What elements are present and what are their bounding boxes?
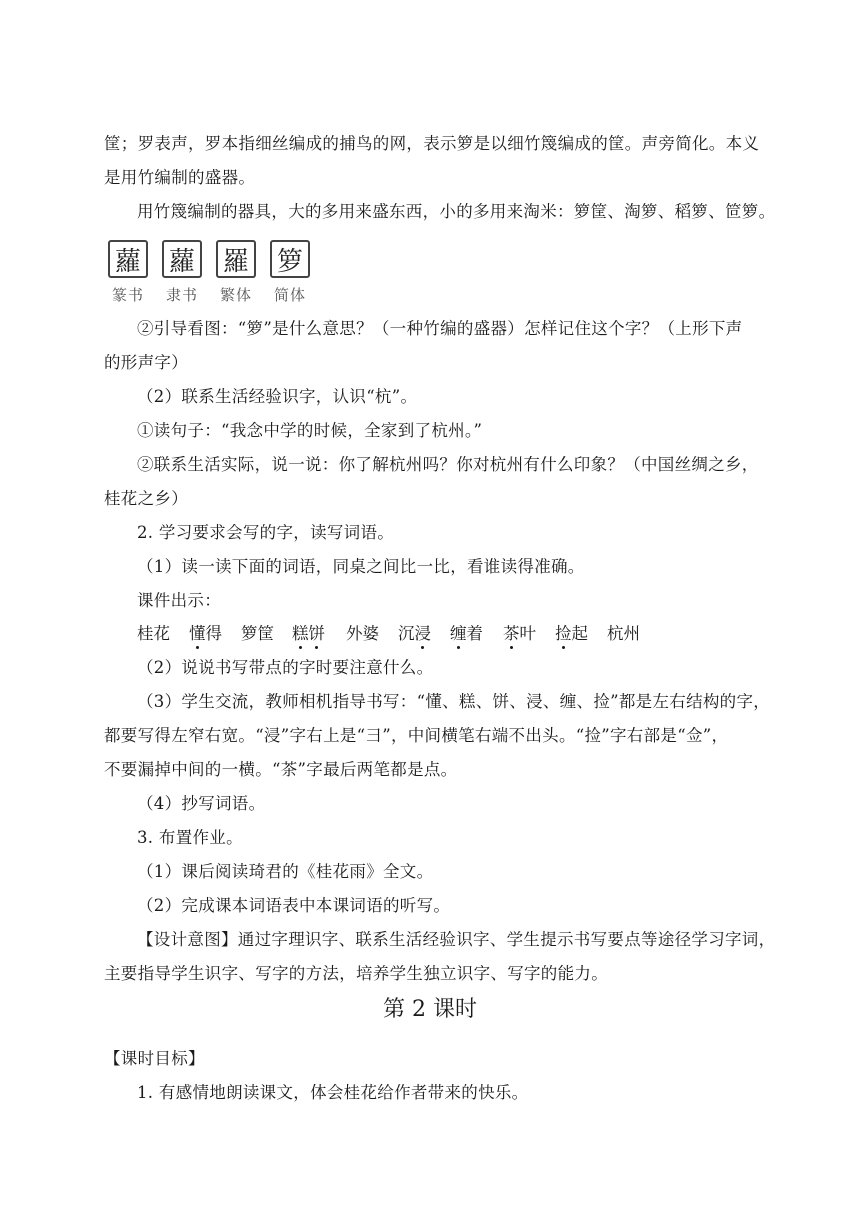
paragraph-line: 桂花之乡）	[104, 489, 188, 508]
dotted-char: 缠	[450, 617, 467, 651]
vocab-word: 缠着	[450, 617, 483, 651]
paragraph-line: ②联系生活实际，说一说：你了解杭州吗？你对杭州有什么印象？（中国丝绸之乡，	[137, 455, 759, 474]
paragraph-line: 主要指导学生识字、写字的方法，培养学生独立识字、写字的能力。	[104, 964, 608, 983]
paragraph-line: 用竹篾编制的器具，大的多用来盛东西，小的多用来淘米：箩筐、淘箩、稻箩、笸箩。	[137, 202, 776, 221]
vocab-word: 桂花	[137, 624, 170, 643]
paragraph-line: （2）说说书写带点的字时要注意什么。	[137, 658, 434, 677]
glyph-caption: 篆书	[111, 286, 144, 304]
simplified-glyph: 箩	[270, 240, 310, 278]
character-evolution-figure	[108, 240, 328, 310]
vocab-word: 沉浸	[398, 617, 431, 651]
paragraph-line: （2）完成课本词语表中本课词语的听写。	[137, 896, 451, 915]
paragraph-line: 不要漏掉中间的一横。“茶”字最后两笔都是点。	[104, 760, 458, 779]
vocab-word: 茶叶	[503, 617, 536, 651]
dotted-char: 浸	[415, 617, 432, 651]
paragraph-line: （3）学生交流，教师相机指导书写：“懂、糕、饼、浸、缠、捡”都是左右结构的字，	[137, 692, 771, 711]
paragraph-line: 筐；罗表声，罗本指细丝编成的捕鸟的网，表示箩是以细竹篾编成的筐。声旁简化。本义	[104, 134, 760, 153]
traditional-glyph: 羅	[216, 240, 256, 278]
dotted-char: 捡	[555, 617, 572, 651]
paragraph-line: 课件出示：	[137, 591, 221, 610]
paragraph-line: 是用竹编制的盛器。	[104, 168, 256, 187]
vocabulary-list	[137, 617, 777, 651]
paragraph-line: ②引导看图：“箩”是什么意思？（一种竹编的盛器）怎样记住这个字？（上形下声	[137, 319, 743, 338]
paragraph-line: 都要写得左窄右宽。“浸”字右上是“彐”，中间横笔右端不出头。“捡”字右部是“佥”，	[104, 726, 729, 745]
vocab-word: 外婆	[346, 624, 379, 643]
paragraph-line: 的形声字）	[104, 353, 188, 372]
paragraph-line: 【设计意图】通过字理识字、联系生活经验识字、学生提示书写要点等途径学习字词，	[137, 930, 776, 949]
dotted-char: 茶	[503, 617, 520, 651]
section-heading: 第 2 课时	[383, 997, 477, 1022]
section-subtitle: 【课时目标】	[104, 1049, 205, 1068]
paragraph-line: （1）读一读下面的词语，同桌之间比一比，看谁读得准确。	[137, 557, 585, 576]
glyph-caption: 繁体	[219, 286, 252, 304]
glyph-caption: 隶书	[165, 286, 198, 304]
paragraph-line: （2）联系生活经验识字，认识“杭”。	[137, 387, 418, 406]
seal-script-glyph: 蘿	[108, 240, 148, 278]
vocab-word	[292, 617, 325, 651]
dotted-char: 饼	[309, 617, 326, 651]
glyph-caption: 简体	[273, 286, 306, 304]
vocab-word: 杭州	[607, 624, 640, 643]
vocab-word: 懂得	[189, 617, 222, 651]
paragraph-line: 1. 有感情地朗读课文，体会桂花给作者带来的快乐。	[137, 1083, 529, 1102]
paragraph-line: （1）课后阅读琦君的《桂花雨》全文。	[137, 862, 434, 881]
paragraph-line: ①读句子：“我念中学的时候，全家到了杭州。”	[137, 421, 483, 440]
paragraph-line: 2. 学习要求会写的字，读写词语。	[137, 523, 395, 542]
paragraph-line: 3. 布置作业。	[137, 828, 243, 847]
vocab-word: 箩筐	[241, 624, 274, 643]
dotted-char: 糕	[292, 617, 309, 651]
vocab-word: 捡起	[555, 617, 588, 651]
paragraph-line: （4）抄写词语。	[137, 794, 266, 813]
dotted-char: 懂	[189, 617, 206, 651]
clerical-script-glyph: 蘿	[162, 240, 202, 278]
